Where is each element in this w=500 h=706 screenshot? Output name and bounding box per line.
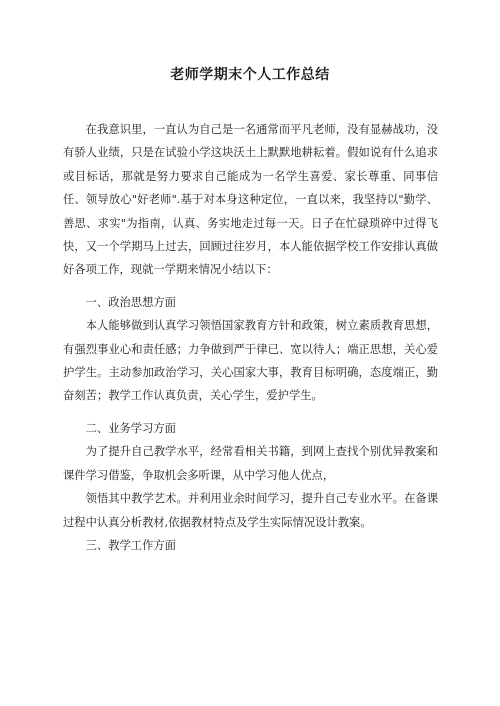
intro-paragraph: 在我意识里，一直认为自己是一名通常而平凡老师，没有显赫战功，没有骄人业绩，只是在试验小学这块沃土上默默地耕耘着。假如说有什么追求或目标话，那就是努力要求自己能成为一名学生喜爱、家长尊重、同事信任、领导放心"好老师".基于对本身这种定位，一直以来，我坚持以"勤学、善思、求实"为指南，认真、务实地走过每一天。日子在忙碌琐碎中过得飞快，又一个学期马上过去，回顾过往岁月，本人能依据学校工作安排认真做好各项工作，现就一学期来情况小结以下： xyxy=(63,123,438,277)
section-heading-politics: 一、政治思想方面 xyxy=(85,295,176,309)
section-body-study-b: 领悟其中教学艺术。并利用业余时间学习，提升自己专业水平。在备课过程中认真分析教材,依据教材特点及学生实际情况设计教案。 xyxy=(63,492,438,529)
document-title: 老师学期末个人工作总结 xyxy=(170,67,330,83)
section-heading-teaching: 三、教学工作方面 xyxy=(85,538,176,552)
section-heading-study: 二、业务学习方面 xyxy=(85,421,176,435)
section-body-politics: 本人能够做到认真学习领悟国家教育方针和政策，树立素质教育思想，有强烈事业心和责任感；力争做到严于律已、宽以待人；端正思想，关心爱护学生。主动参加政治学习，关心国家大事，教育目标明确，态度端正，勤奋刻苦；教学工作认真负责，关心学生，爱护学生。 xyxy=(63,319,438,403)
section-body-study-a: 为了提升自己教学水平，经常看相关书籍，到网上查找个别优异教案和课件学习借鉴，争取机会多听课，从中学习他人优点， xyxy=(63,445,438,482)
document-body xyxy=(63,118,438,557)
